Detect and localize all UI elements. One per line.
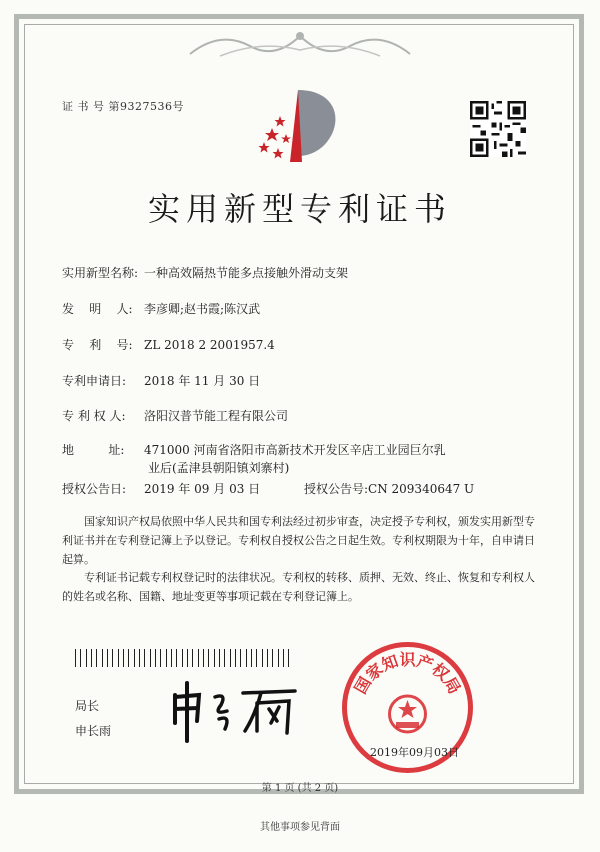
footer-note: 其他事项参见背面	[260, 822, 340, 833]
field-address	[62, 441, 446, 458]
field-label: 专利申请日:	[62, 374, 127, 388]
field-value: 2018 年 11 月 30 日	[144, 374, 261, 388]
field-patent-number	[62, 336, 275, 353]
paragraph-grant-decision	[62, 512, 542, 569]
grant-number-label: 授权公告号:	[303, 482, 369, 496]
field-label: 地 址:	[62, 443, 125, 457]
paragraph-text: 国家知识产权局依照中华人民共和国专利法经过初步审查，决定授予专利权，颁发实用新型专利证书并在专利登记簿上予以登记。专利权自授权公告之日起生效。专利权期限为十年，自申请日起算。	[62, 515, 535, 566]
field-utility-model-name	[62, 264, 348, 281]
field-patentee	[62, 407, 288, 424]
grant-number-value: CN 209340647 U	[368, 482, 475, 496]
field-value: 洛阳汉普节能工程有限公司	[144, 409, 289, 423]
field-value: 李彦卿;赵书霞;陈汉武	[144, 302, 261, 316]
patent-office-logo-icon	[250, 82, 350, 172]
field-value: 471000 河南省洛阳市高新技术开发区辛店工业园巨尔乳	[144, 443, 446, 457]
seal-text: 国家知识产权局	[350, 650, 465, 698]
grant-date-label: 授权公告日:	[62, 482, 127, 496]
seal-date: 2019年09月03日	[370, 746, 459, 759]
field-value: 一种高效隔热节能多点接触外滑动支架	[144, 266, 349, 280]
field-label: 专 利 权 人:	[62, 409, 126, 423]
field-address-line2: 业后(孟津县朝阳镇刘寨村)	[148, 461, 290, 475]
qr-code-icon	[470, 101, 526, 157]
director-title: 局长	[75, 699, 100, 713]
top-ornament-icon	[180, 26, 420, 60]
field-label: 发 明 人:	[62, 302, 133, 316]
certificate-number: 证 书 号 第9327536号	[62, 100, 184, 113]
paragraph-text: 专利证书记载专利权登记时的法律状况。专利权的转移、质押、无效、终止、恢复和专利权人的姓名或名称、国籍、地址变更等事项记载在专利登记簿上。	[62, 571, 535, 603]
signature-icon	[165, 675, 305, 745]
field-inventors	[62, 300, 260, 317]
field-value: ZL 2018 2 2001957.4	[144, 338, 275, 352]
certificate-title: 实用新型专利证书	[147, 190, 452, 228]
grant-date-value: 2019 年 09 月 03 日	[144, 482, 261, 496]
field-label: 专 利 号:	[62, 338, 133, 352]
field-label: 实用新型名称:	[62, 266, 139, 280]
barcode-icon	[75, 649, 295, 667]
field-grant-info	[62, 480, 474, 497]
paragraph-legal-status	[62, 568, 542, 606]
page-number: 第 1 页 (共 2 页)	[261, 783, 339, 794]
director-name: 申长雨	[75, 724, 112, 738]
field-application-date	[62, 372, 260, 389]
